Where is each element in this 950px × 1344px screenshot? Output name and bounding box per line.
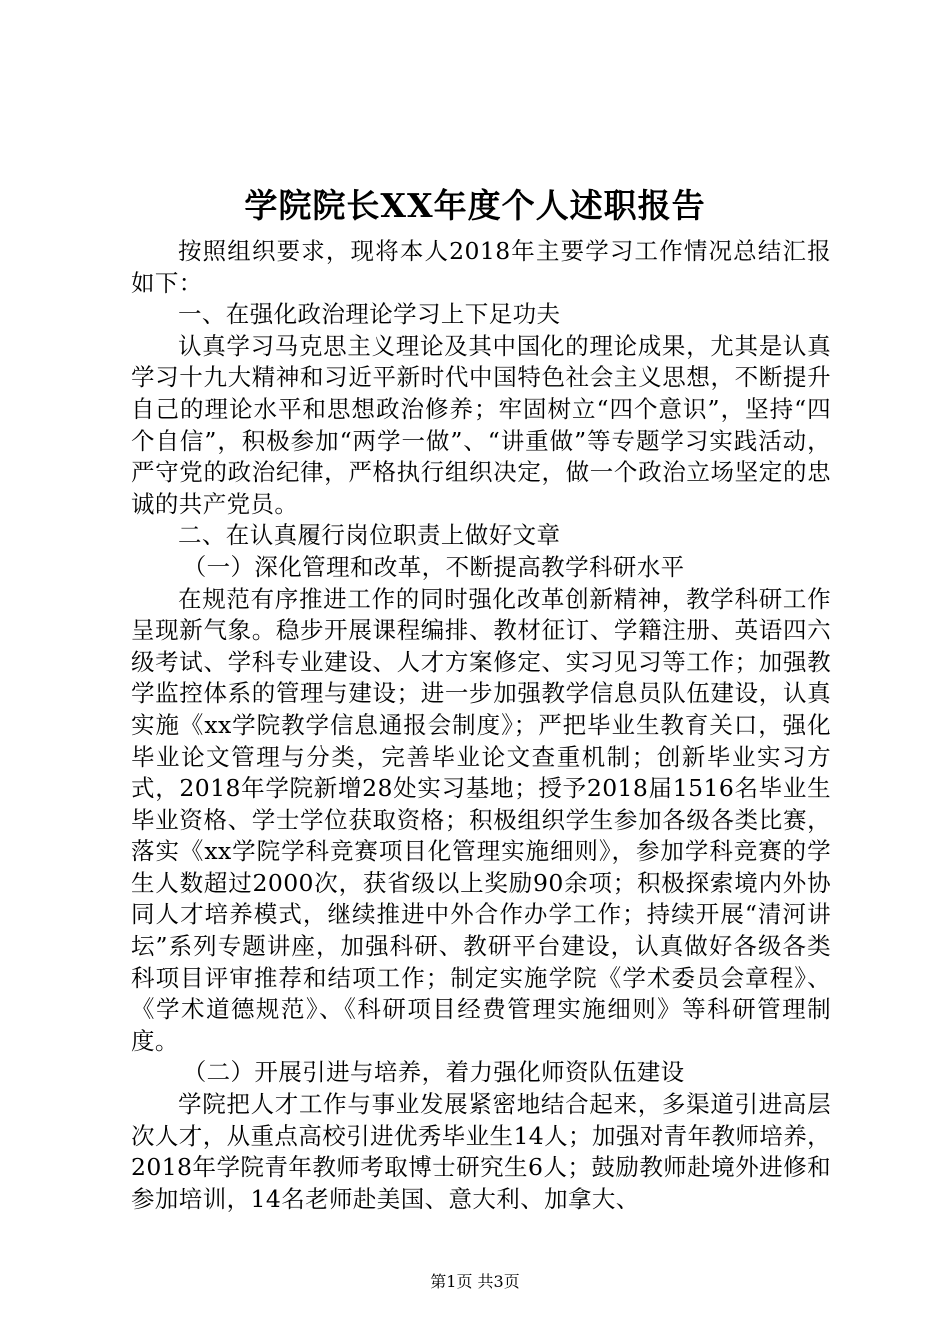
page-footer: 第1页 共3页 <box>430 1272 520 1291</box>
subsection-2-paragraph: 学院把人才工作与事业发展紧密地结合起来，多渠道引进高层次人才，从重点高校引进优秀毕业生14人；加强对青年教师培养，2018年学院青年教师考取博士研究生6人；鼓励教师赴境外进修和参加培训，14名老师赴美国、意大利、加拿大、 <box>131 1090 831 1213</box>
section-heading-1: 一、在强化政治理论学习上下足功夫 <box>178 300 561 329</box>
section-1-paragraph: 认真学习马克思主义理论及其中国化的理论成果，尤其是认真学习十九大精神和习近平新时代中国特色社会主义思想，不断提升自己的理论水平和思想政治修养；牢固树立“四个意识”，坚持“四个自信”，积极参加“两学一做”、“讲重做”等专题学习实践活动，严守党的政治纪律，严格执行组织决定，做一个政治立场坚定的忠诚的共产党员。 <box>131 331 831 518</box>
document-title: 学院院长XX年度个人述职报告 <box>244 186 706 225</box>
document-body <box>131 236 831 1215</box>
intro-paragraph: 按照组织要求，现将本人2018年主要学习工作情况总结汇报如下： <box>131 237 831 297</box>
section-heading-2: 二、在认真履行岗位职责上做好文章 <box>178 521 561 550</box>
subsection-heading-1: （一）深化管理和改革，不断提高教学科研水平 <box>182 552 685 581</box>
subsection-heading-2: （二）开展引进与培养，着力强化师资队伍建设 <box>182 1058 685 1087</box>
subsection-1-paragraph: 在规范有序推进工作的同时强化改革创新精神，教学科研工作呈现新气象。稳步开展课程编排、教材征订、学籍注册、英语四六级考试、学科专业建设、人才方案修定、实习见习等工作；加强教学监控体系的管理与建设；进一步加强教学信息员队伍建设，认真实施《xx学院教学信息通报会制度》；严把毕业生教育关口，强化毕业论文管理与分类，完善毕业论文查重机制；创新毕业实习方式，2018年学院新增28处实习基地；授予2018届1516名毕业生毕业资格、学士学位获取资格；积极组织学生参加各级各类比赛，落实《xx学院学科竞赛项目化管理实施细则》，参加学科竞赛的学生人数超过2000次，获省级以上奖励90余项；积极探索境内外协同人才培养模式，继续推进中外合作办学工作；持续开展“清河讲坛”系列专题讲座，加强科研、教研平台建设，认真做好各级各类科项目评审推荐和结项工作；制定实施学院《学术委员会章程》、《学术道德规范》、《科研项目经费管理实施细则》等科研管理制度。 <box>131 584 831 1055</box>
